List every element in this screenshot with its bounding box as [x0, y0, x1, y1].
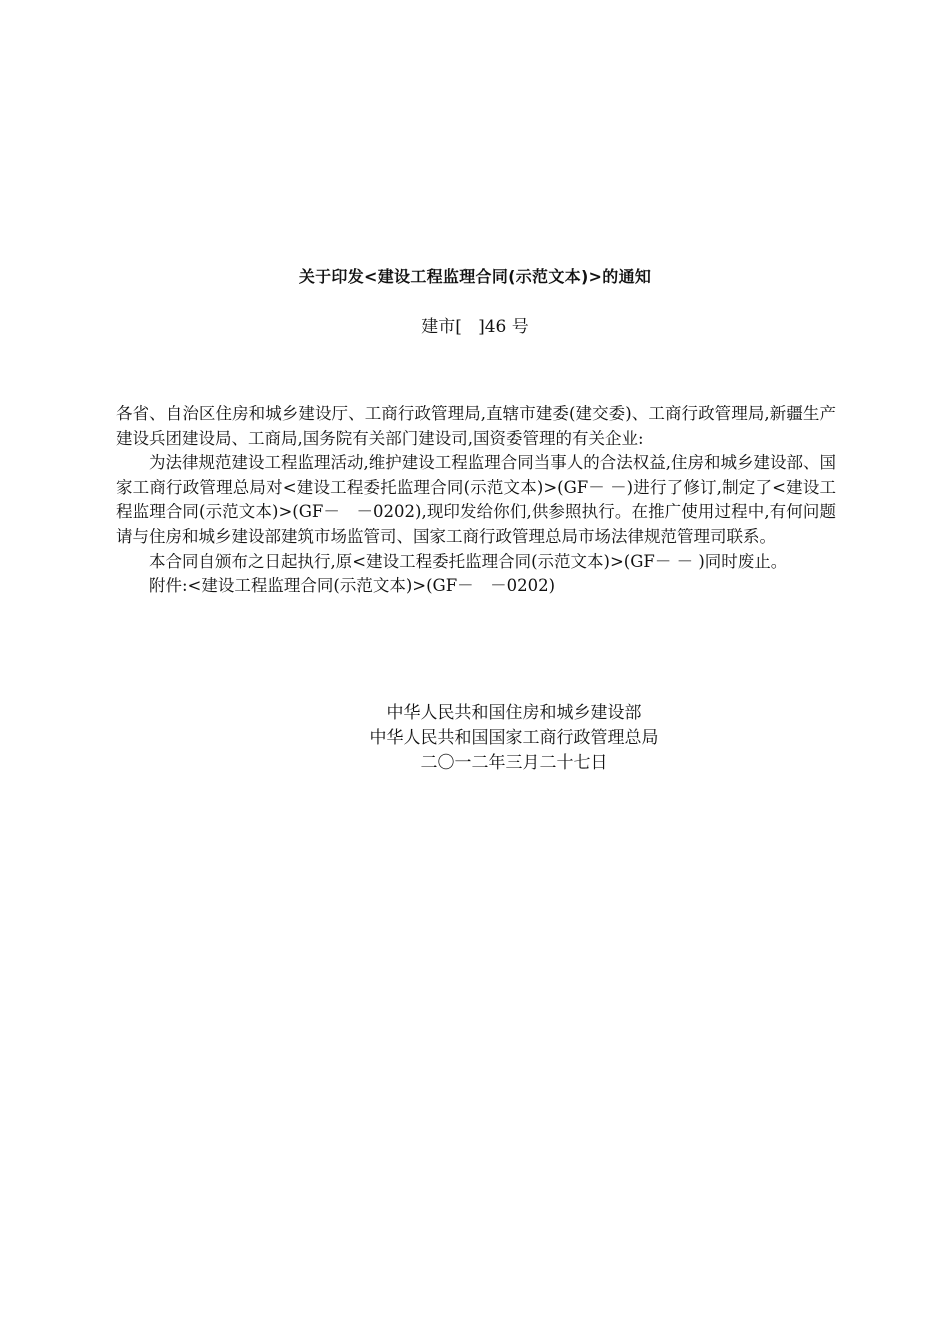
signature-issuer-1: 中华人民共和国住房和城乡建设部 [386, 703, 642, 723]
document-title: 关于印发<建设工程监理合同(示范文本)>的通知 [298, 267, 652, 286]
document-number: 建市[ ]46 号 [421, 317, 529, 337]
signature-issuer-2: 中华人民共和国国家工商行政管理总局 [369, 728, 659, 748]
attachment-line: 附件:<建设工程监理合同(示范文本)>(GF－ －0202) [149, 576, 556, 596]
body-paragraph-1: 为法律规范建设工程监理活动,维护建设工程监理合同当事人的合法权益,住房和城乡建设部、国家工商行政管理总局对<建设工程委托监理合同(示范文本)>(GF－ －)进行了修订,制定了<建设工程监理合同(示范文本)>(GF－ －0202),现印发给你们,供参照执行。在推广使用过程中,有何问题请与住房和城乡建设部建筑市场监管司、国家工商行政管理总局市场法律规范管理司联系。 [116, 453, 836, 546]
document-body [116, 402, 836, 599]
addressee: 各省、自治区住房和城乡建设厅、工商行政管理局,直辖市建委(建交委)、工商行政管理局,新疆生产建设兵团建设局、工商局,国务院有关部门建设司,国资委管理的有关企业: [116, 404, 836, 448]
body-paragraph-2: 本合同自颁布之日起执行,原<建设工程委托监理合同(示范文本)>(GF－ － )同时废止。 [149, 551, 788, 571]
issue-date: 二〇一二年三月二十七日 [420, 753, 608, 773]
signature-block [0, 701, 950, 776]
